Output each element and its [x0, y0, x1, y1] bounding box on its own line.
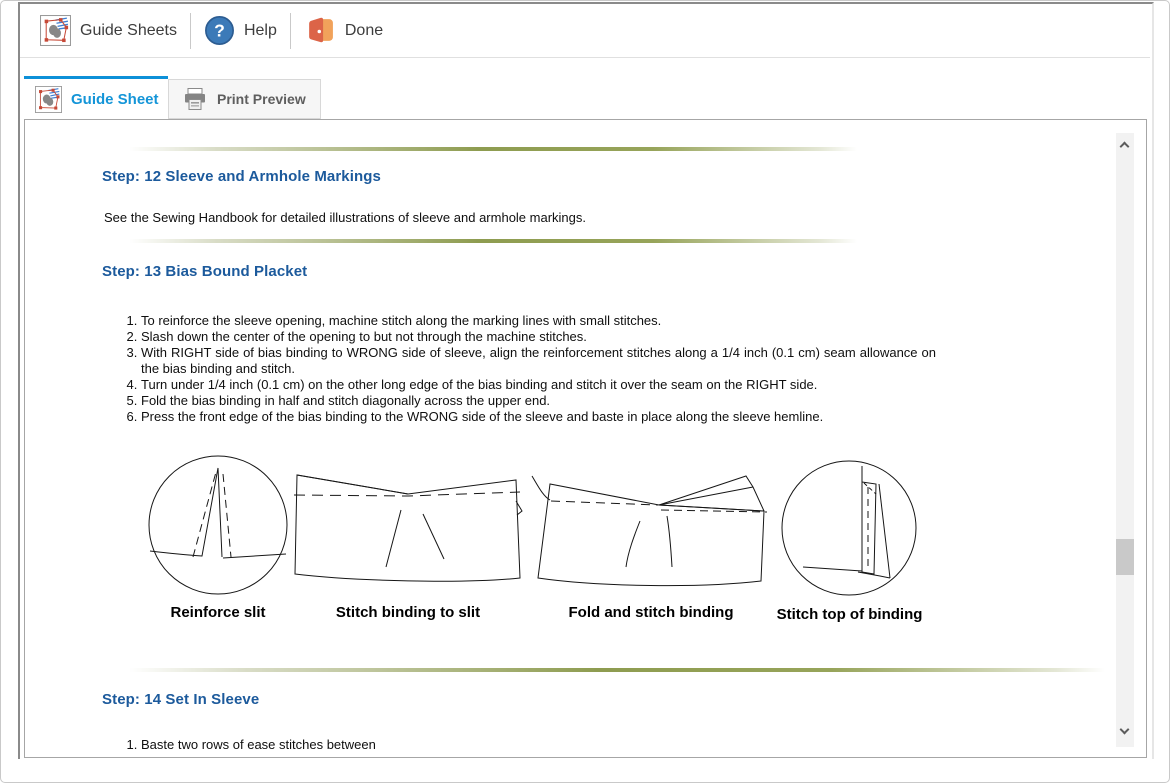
chevron-up-icon: [1120, 142, 1130, 152]
figure-stitch-binding-to-slit: [292, 466, 524, 588]
scroll-up-button[interactable]: [1116, 135, 1134, 159]
list-item: 1. Baste two rows of ease stitches between: [141, 737, 760, 753]
tab-guide-sheet[interactable]: [24, 76, 168, 119]
pattern-piece-icon: [35, 86, 62, 113]
scrollbar-thumb[interactable]: [1116, 539, 1134, 575]
section-divider: [129, 239, 857, 243]
help-button[interactable]: [191, 4, 290, 57]
guide-sheets-label: Guide Sheets: [80, 21, 177, 39]
tab-print-preview[interactable]: [168, 79, 321, 119]
list-item: 5. Fold the bias binding in half and stitch diagonally across the upper end.: [141, 393, 936, 409]
list-item: 4. Turn under 1/4 inch (0.1 cm) on the other long edge of the bias binding and stitch it over the seam on the RIGHT side.: [141, 377, 936, 393]
guide-sheets-button[interactable]: [27, 4, 190, 57]
scroll-down-button[interactable]: [1116, 721, 1134, 745]
list-item: 3. With RIGHT side of bias binding to WRONG side of sleeve, align the reinforcement stitches along a 1/4 inch (0.1 cm) seam allowance on the bias binding and stitch.: [141, 345, 936, 377]
toolbar: [20, 4, 1150, 58]
help-label: Help: [243, 21, 277, 39]
pattern-piece-icon: [40, 15, 71, 46]
vertical-scrollbar[interactable]: [1116, 133, 1134, 747]
tab-print-preview-label: Print Preview: [217, 91, 306, 107]
chevron-down-icon: [1120, 725, 1130, 735]
tab-guide-sheet-label: Guide Sheet: [71, 90, 159, 108]
figure-caption: Stitch top of binding: [776, 606, 923, 623]
section-divider: [129, 668, 1105, 672]
done-door-icon: [304, 15, 336, 46]
svg-text:?: ?: [214, 20, 225, 41]
figure-fold-and-stitch-binding: [530, 454, 772, 596]
figure-caption: Stitch binding to slit: [335, 604, 481, 621]
guide-sheet-document: [25, 120, 1146, 757]
figure-caption: Reinforce slit: [170, 604, 266, 621]
list-item: 1. To reinforce the sleeve opening, machine stitch along the marking lines with small stitches.: [141, 313, 936, 329]
figure-stitch-top-of-binding: [778, 456, 920, 598]
done-button[interactable]: [291, 4, 396, 57]
list-item: 6. Press the front edge of the bias binding to the WRONG side of the sleeve and baste in place along the sleeve hemline.: [141, 409, 936, 425]
step-13-heading: Step: 13 Bias Bound Placket: [102, 263, 308, 280]
step-14-instructions: [120, 737, 760, 753]
help-icon: [204, 15, 235, 46]
step-12-heading: Step: 12 Sleeve and Armhole Markings: [102, 168, 381, 185]
list-item: 2. Slash down the center of the opening to but not through the machine stitches.: [141, 329, 936, 345]
step-13-instructions: [120, 313, 936, 425]
step-12-body: See the Sewing Handbook for detailed illustrations of sleeve and armhole markings.: [104, 210, 586, 225]
step-14-heading: Step: 14 Set In Sleeve: [102, 691, 260, 708]
figure-caption: Fold and stitch binding: [568, 604, 734, 621]
guide-sheet-panel: [24, 119, 1147, 758]
section-divider: [129, 147, 857, 151]
done-label: Done: [344, 21, 384, 39]
figure-reinforce-slit: [145, 451, 291, 597]
printer-icon: [182, 86, 208, 112]
